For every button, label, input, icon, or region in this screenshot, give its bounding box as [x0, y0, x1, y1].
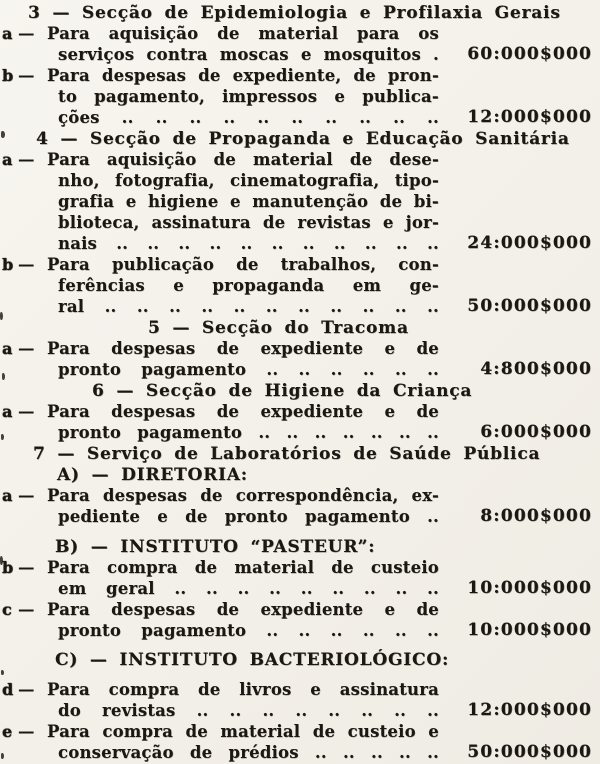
section-heading: 5 — Secção do Tracoma: [148, 318, 409, 338]
entry-line-row: [0, 338, 600, 359]
amount-value: 10:000$000: [467, 620, 592, 640]
entry-line-row: [0, 700, 600, 721]
entry-line-row: [0, 191, 600, 212]
section-heading: 6 — Secção de Higiene da Criança: [92, 381, 473, 401]
entry-text: pronto pagamento .. .. .. .. .. .. ..: [58, 423, 439, 442]
entry-line-row: [0, 679, 600, 700]
entry-text: Para despesas de correspondência, ex-: [47, 486, 439, 505]
amount-value: 4:800$000: [480, 359, 592, 379]
section-heading-row: [0, 649, 600, 670]
amount-value: 24:000$000: [467, 233, 592, 253]
entry-line-row: [0, 107, 600, 128]
item-letter: a: [2, 339, 13, 358]
section-heading: 7 — Serviço de Laboratórios de Saúde Pública: [33, 444, 541, 464]
section-heading: C) — INSTITUTO BACTERIOLÓGICO:: [55, 650, 450, 670]
entry-text: to pagamento, impressos e publica-: [58, 87, 439, 106]
section-heading-row: [0, 536, 600, 557]
entry-text: em geral .. .. .. .. .. .. .. .. ..: [58, 579, 439, 598]
item-letter: e: [2, 722, 13, 741]
amount-value: 50:000$000: [467, 296, 592, 316]
entry-text: Para aquisição de material de dese-: [47, 150, 439, 169]
entry-line-row: [0, 275, 600, 296]
entry-line-row: [0, 557, 600, 578]
item-letter: a: [2, 150, 13, 169]
amount-value: 12:000$000: [467, 107, 592, 127]
section-heading-row: [0, 464, 600, 485]
section-heading: 3 — Secção de Epidemiologia e Profilaxia Gerais: [28, 3, 561, 23]
entry-line-row: [0, 44, 600, 65]
item-dash: —: [18, 339, 35, 358]
entry-text: ral .. .. .. .. .. .. .. .. .. .. ..: [58, 297, 439, 316]
entry-text: nho, fotografia, cinematografia, tipo-: [58, 171, 439, 190]
amount-value: 6:000$000: [480, 422, 592, 442]
entry-line-row: [0, 401, 600, 422]
entry-text: Para compra de livros e assinatura: [47, 680, 439, 699]
entry-line-row: [0, 721, 600, 742]
section-heading: 4 — Secção de Propaganda e Educação Sanitária: [36, 129, 570, 149]
entry-line-row: [0, 599, 600, 620]
entry-text: serviços contra moscas e mosquitos .: [58, 45, 439, 64]
entry-line-row: [0, 578, 600, 599]
item-dash: —: [18, 600, 35, 619]
entry-text: do revistas .. .. .. .. .. .. .. ..: [58, 701, 439, 720]
entry-line-row: [0, 23, 600, 44]
item-dash: —: [18, 680, 35, 699]
entry-text: Para aquisição de material para os: [47, 24, 439, 43]
entry-line-row: [0, 86, 600, 107]
section-heading: B) — INSTITUTO “PASTEUR”:: [55, 537, 376, 557]
item-letter: b: [2, 255, 14, 274]
entry-text: Para despesas de expediente e de: [47, 600, 439, 619]
entry-line-row: [0, 506, 600, 527]
item-dash: —: [18, 255, 35, 274]
item-dash: —: [18, 24, 35, 43]
entry-text: Para publicação de trabalhos, con-: [47, 255, 439, 274]
entry-text: Para compra de material de custeio: [47, 558, 439, 577]
item-letter: a: [2, 402, 13, 421]
section-heading-row: [0, 443, 600, 464]
item-letter: c: [2, 600, 12, 619]
entry-line-row: [0, 359, 600, 380]
entry-line-row: [0, 149, 600, 170]
entry-line-row: [0, 65, 600, 86]
item-letter: b: [2, 66, 14, 85]
entry-line-row: [0, 485, 600, 506]
section-heading-row: [0, 380, 600, 401]
amount-value: 10:000$000: [467, 578, 592, 598]
entry-line-row: [0, 422, 600, 443]
entry-line-row: [0, 212, 600, 233]
amount-value: 8:000$000: [480, 506, 592, 526]
amount-value: 12:000$000: [467, 700, 592, 720]
item-dash: —: [18, 402, 35, 421]
entry-text: pronto pagamento .. .. .. .. .. ..: [58, 621, 439, 640]
entry-text: Para compra de material de custeio e: [47, 722, 439, 741]
section-heading: A) — DIRETORIA:: [57, 465, 248, 485]
entry-line-row: [0, 233, 600, 254]
item-letter: d: [2, 680, 14, 699]
entry-text: grafia e higiene e manutenção de bi-: [58, 192, 439, 211]
document-lines: [0, 2, 600, 763]
item-dash: —: [18, 722, 35, 741]
item-dash: —: [18, 150, 35, 169]
amount-value: 50:000$000: [467, 742, 592, 762]
item-dash: —: [18, 558, 35, 577]
item-letter: b: [2, 558, 14, 577]
item-dash: —: [18, 486, 35, 505]
entry-text: Para despesas de expediente e de: [47, 339, 439, 358]
entry-text: ções .. .. .. .. .. .. .. .. .. ..: [58, 108, 439, 127]
item-letter: a: [2, 24, 13, 43]
entry-line-row: [0, 254, 600, 275]
entry-text: ferências e propaganda em ge-: [58, 276, 439, 295]
entry-text: pediente e de pronto pagamento ..: [58, 507, 439, 526]
entry-line-row: [0, 170, 600, 191]
entry-text: nais .. .. .. .. .. .. .. .. .. .. ..: [58, 234, 439, 253]
section-heading-row: [0, 2, 600, 23]
amount-value: 60:000$000: [467, 44, 592, 64]
section-heading-row: [0, 317, 600, 338]
entry-text: pronto pagamento .. .. .. .. .. ..: [58, 360, 439, 379]
entry-text: conservação de prédios .. .. .. .. ..: [58, 743, 439, 762]
section-heading-row: [0, 128, 600, 149]
entry-line-row: [0, 620, 600, 641]
entry-text: blioteca, assinatura de revistas e jor-: [58, 213, 439, 232]
entry-text: Para despesas de expediente e de: [47, 402, 439, 421]
item-dash: —: [18, 66, 35, 85]
entry-line-row: [0, 742, 600, 763]
entry-text: Para despesas de expediente, de pron-: [47, 66, 439, 85]
entry-line-row: [0, 296, 600, 317]
item-letter: a: [2, 486, 13, 505]
